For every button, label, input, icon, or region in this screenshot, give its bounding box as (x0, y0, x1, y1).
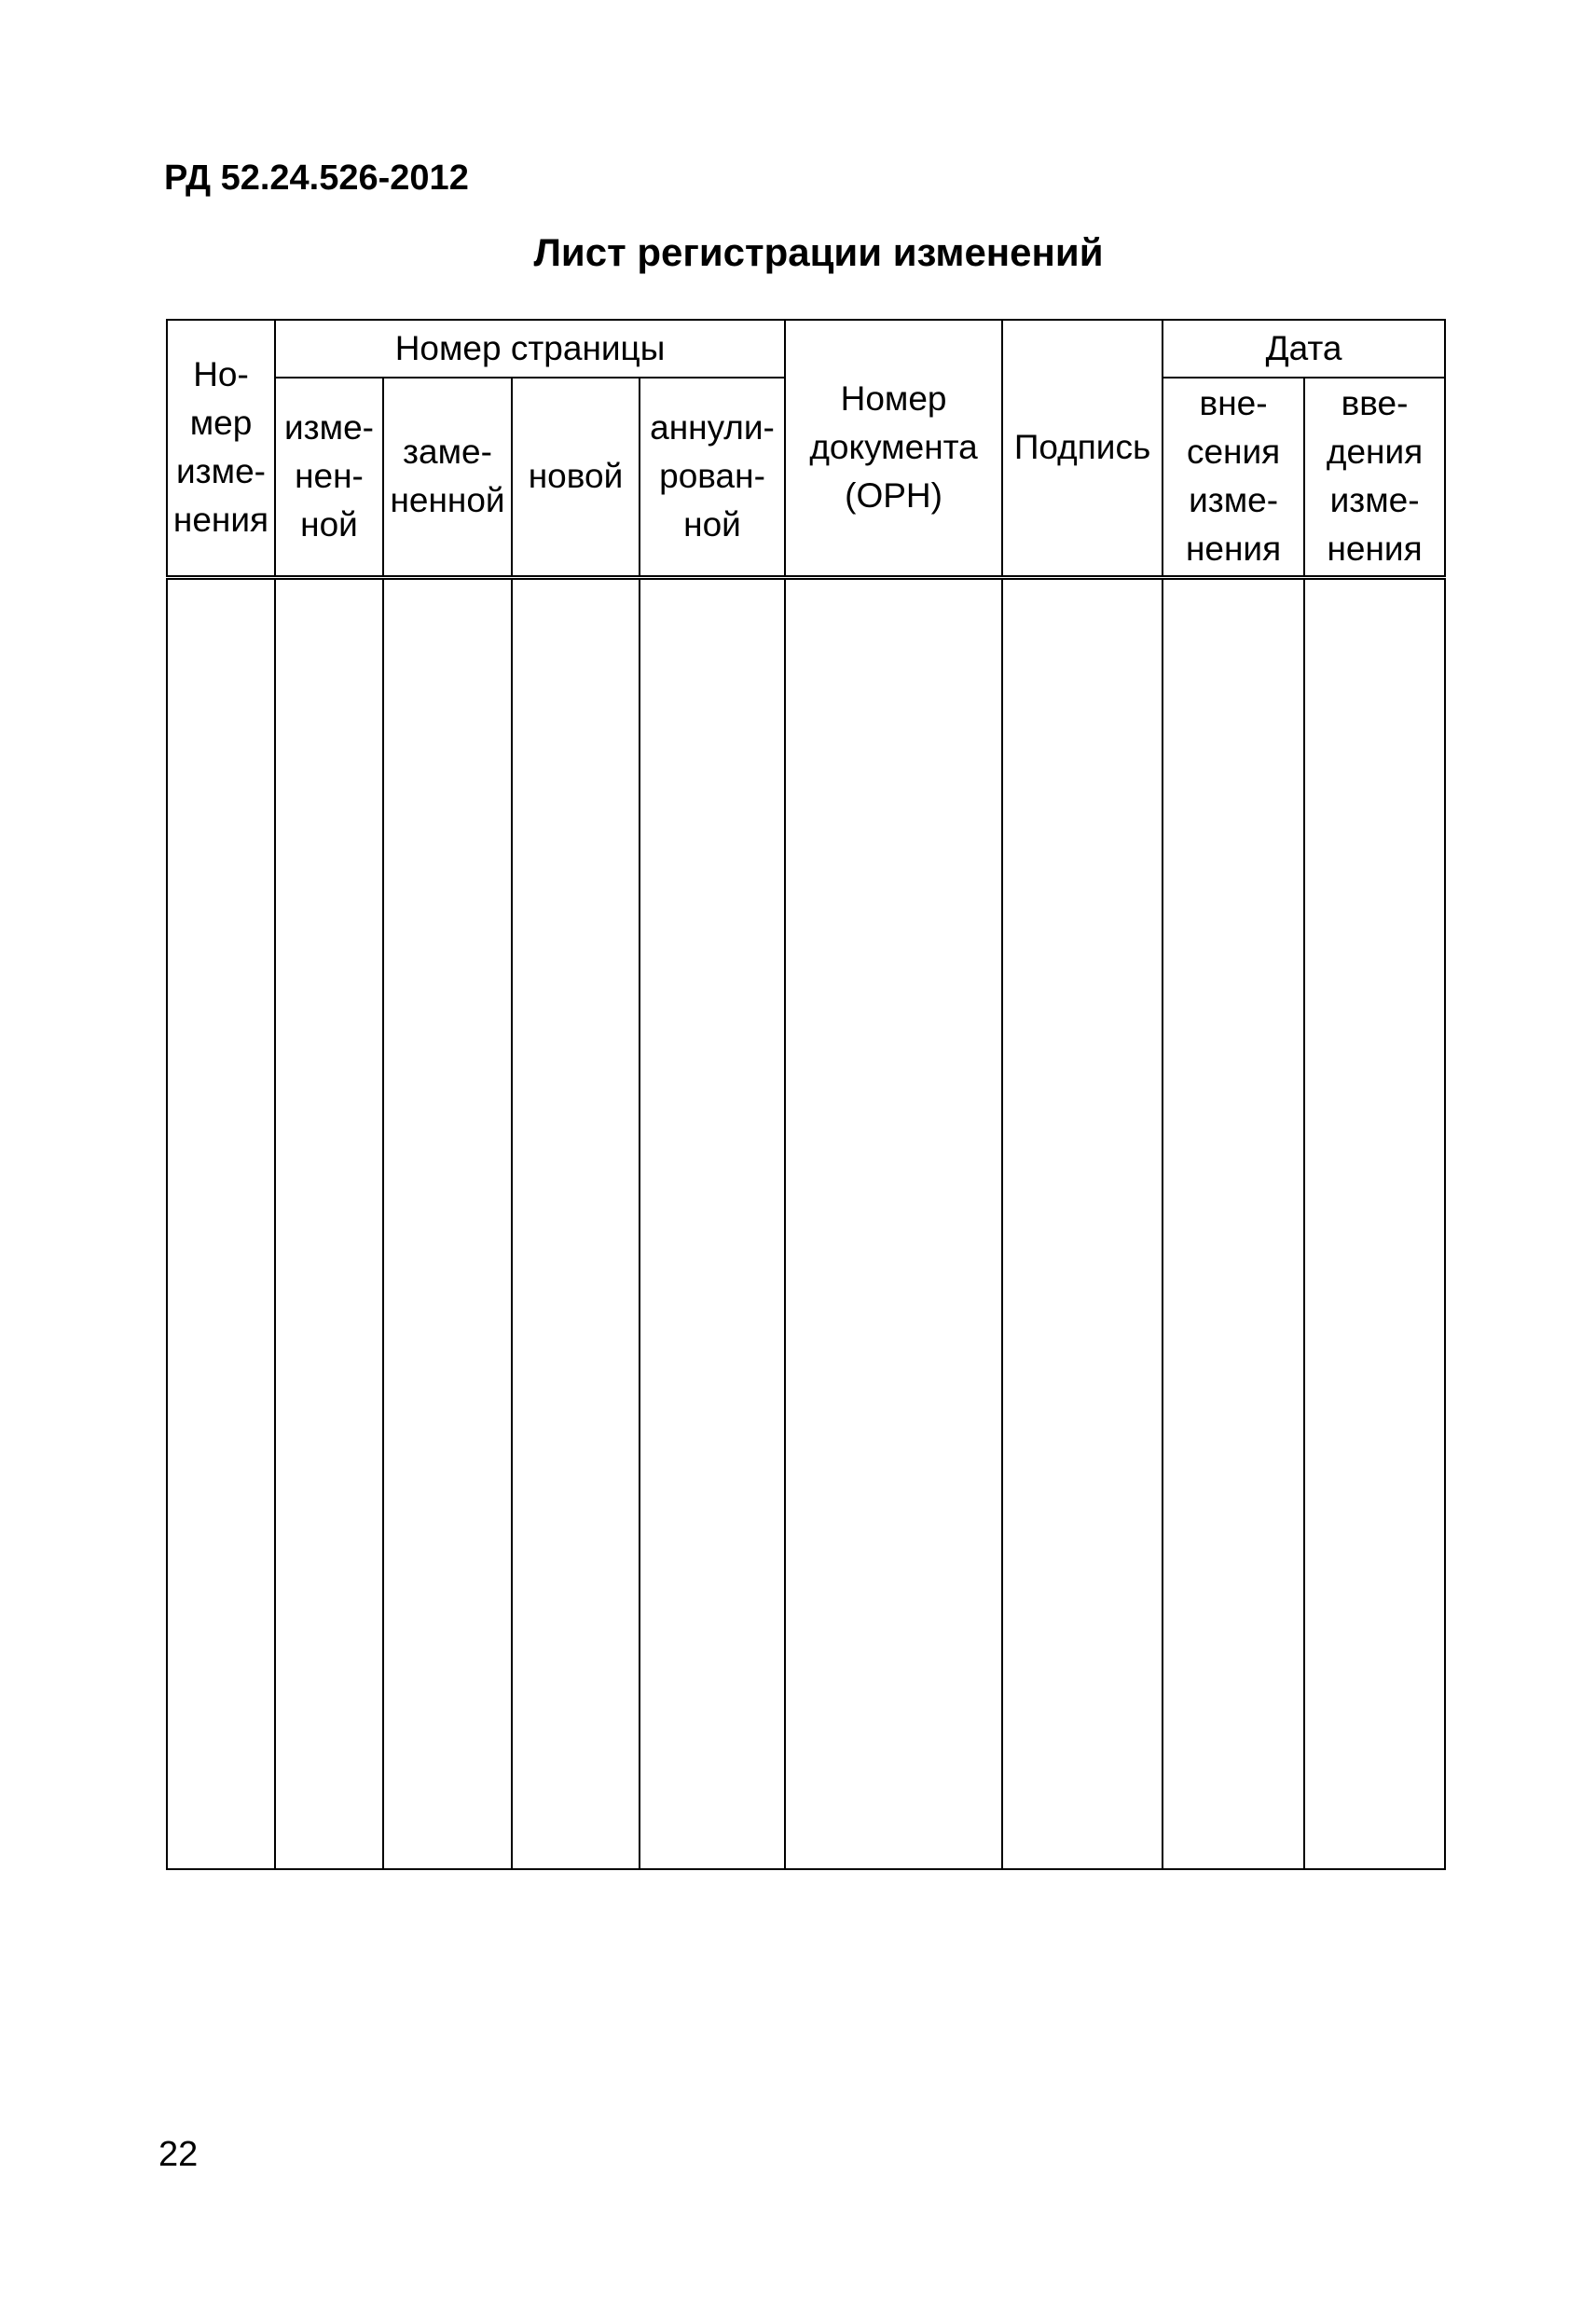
header-date-effective: вве- дения изме- нения (1304, 378, 1445, 577)
header-annulled-page: аннули- рован- ной (640, 378, 785, 577)
header-new-page: новой (512, 378, 640, 577)
header-document-number: Номер документа (ОРН) (785, 320, 1002, 577)
header-change-number: Но- мер изме- нения (167, 320, 275, 577)
change-registration-table (166, 319, 1446, 1870)
document-code: РД 52.24.526-2012 (164, 158, 469, 198)
cell-replaced-page[interactable] (383, 577, 512, 1869)
header-date-group: Дата (1163, 320, 1445, 378)
cell-annulled-page[interactable] (640, 577, 785, 1869)
header-signature: Подпись (1002, 320, 1163, 577)
cell-changed-page[interactable] (275, 577, 383, 1869)
cell-document-number[interactable] (785, 577, 1002, 1869)
header-page-number-group: Номер страницы (275, 320, 785, 378)
page-number: 22 (158, 2135, 199, 2174)
cell-date-entry[interactable] (1163, 577, 1304, 1869)
header-date-entry: вне- сения изме- нения (1163, 378, 1304, 577)
cell-change-number[interactable] (167, 577, 275, 1869)
page-title: Лист регистрации изменений (533, 230, 1104, 274)
cell-signature[interactable] (1002, 577, 1163, 1869)
header-changed-page: изме- нен- ной (275, 378, 383, 577)
header-replaced-page: заме- ненной (383, 378, 512, 577)
cell-new-page[interactable] (512, 577, 640, 1869)
cell-date-effective[interactable] (1304, 577, 1445, 1869)
